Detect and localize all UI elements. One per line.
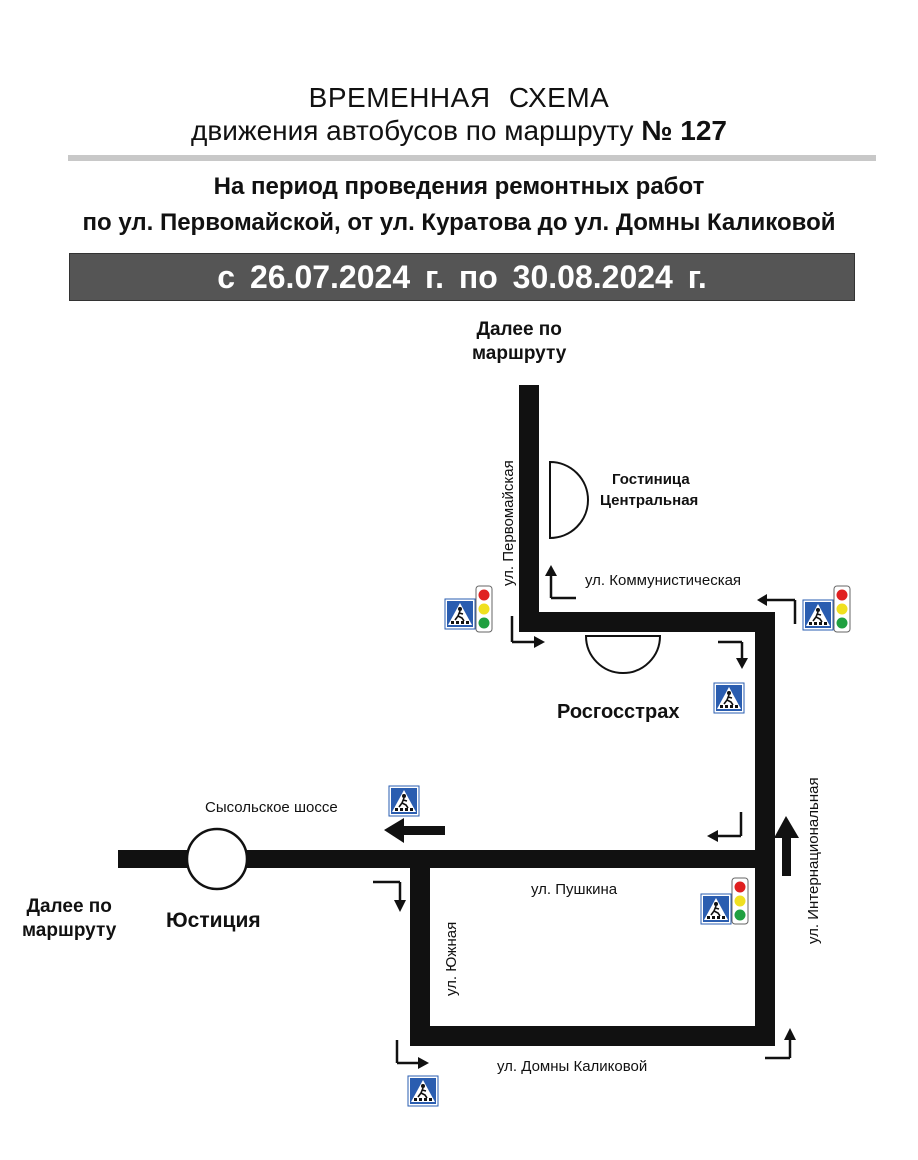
traffic-lights: [476, 586, 850, 924]
road-domny-kalikovoy: [410, 1026, 775, 1046]
continue-top-line1: Далее по: [476, 319, 562, 340]
title-prefix: движения автобусов по маршруту: [190, 115, 642, 146]
landmark-label-yustitsiya: Юстиция: [166, 909, 261, 932]
street-label-kommunisticheskaya: ул. Коммунистическая: [585, 572, 742, 589]
traffic-light-icon: [834, 586, 850, 632]
pedestrian-crossing-icon: [701, 894, 731, 924]
street-label-domny-kalikovoy: ул. Домны Каликовой: [497, 1058, 648, 1075]
continue-left-line2: маршруту: [22, 920, 117, 941]
pedestrian-crossing-icon: [445, 599, 475, 629]
landmark-label-rosgosstrakh: Росгосстрах: [557, 701, 680, 723]
hotel-label-line1: Гостиница: [612, 471, 690, 488]
pedestrian-crossing-icon: [803, 600, 833, 630]
continue-top-label: [472, 318, 566, 366]
street-label-pervomayskaya: ул. Первомайская: [500, 460, 517, 586]
direction-arrow-icon: [774, 816, 799, 876]
street-label-pushkina: ул. Пушкина: [531, 881, 618, 898]
road-internatsionalnaya: [755, 612, 775, 1042]
hotel-label: [600, 469, 698, 511]
hotel-building-shape: [550, 462, 588, 538]
date-range-band: с 26.07.2024 г. по 30.08.2024 г.: [69, 253, 855, 301]
direction-arrow-icon: [384, 818, 445, 843]
pedestrian-crossing-icon: [408, 1076, 438, 1106]
hotel-label-line2: Центральная: [600, 492, 699, 509]
street-label-internatsionalnaya: ул. Интернациональная: [805, 777, 822, 944]
route-number: № 127: [641, 115, 728, 146]
continue-left-label: [22, 895, 116, 943]
street-label-yuzhnaya: ул. Южная: [443, 921, 460, 996]
road-kommunisticheskaya-segment: [519, 612, 775, 632]
direction-arrow-icon: [545, 565, 576, 598]
road-yuzhnaya: [410, 850, 430, 1045]
rosgosstrakh-building-shape: [586, 636, 660, 673]
subtitle-line1: На период проведения ремонтных работ: [213, 173, 705, 200]
street-label-sysolskoe: Сысольское шоссе: [205, 799, 338, 816]
traffic-light-icon: [732, 878, 748, 924]
traffic-light-icon: [476, 586, 492, 632]
direction-arrow-icon: [718, 642, 748, 669]
continue-top-line2: маршруту: [472, 343, 567, 364]
pedestrian-crossing-icon: [389, 786, 419, 816]
title-line1: ВРЕМЕННАЯ СХЕМА: [308, 82, 610, 113]
direction-arrow-icon: [707, 812, 741, 842]
subtitle-line2: по ул. Первомайской, от ул. Куратова до ул. Домны Каликовой: [82, 209, 836, 236]
direction-arrow-icon: [373, 882, 406, 912]
pedestrian-crossing-icon: [714, 683, 744, 713]
roundabout-circle: [187, 829, 247, 889]
road-pervomayskaya: [519, 385, 539, 630]
continue-left-line1: Далее по: [26, 896, 112, 917]
